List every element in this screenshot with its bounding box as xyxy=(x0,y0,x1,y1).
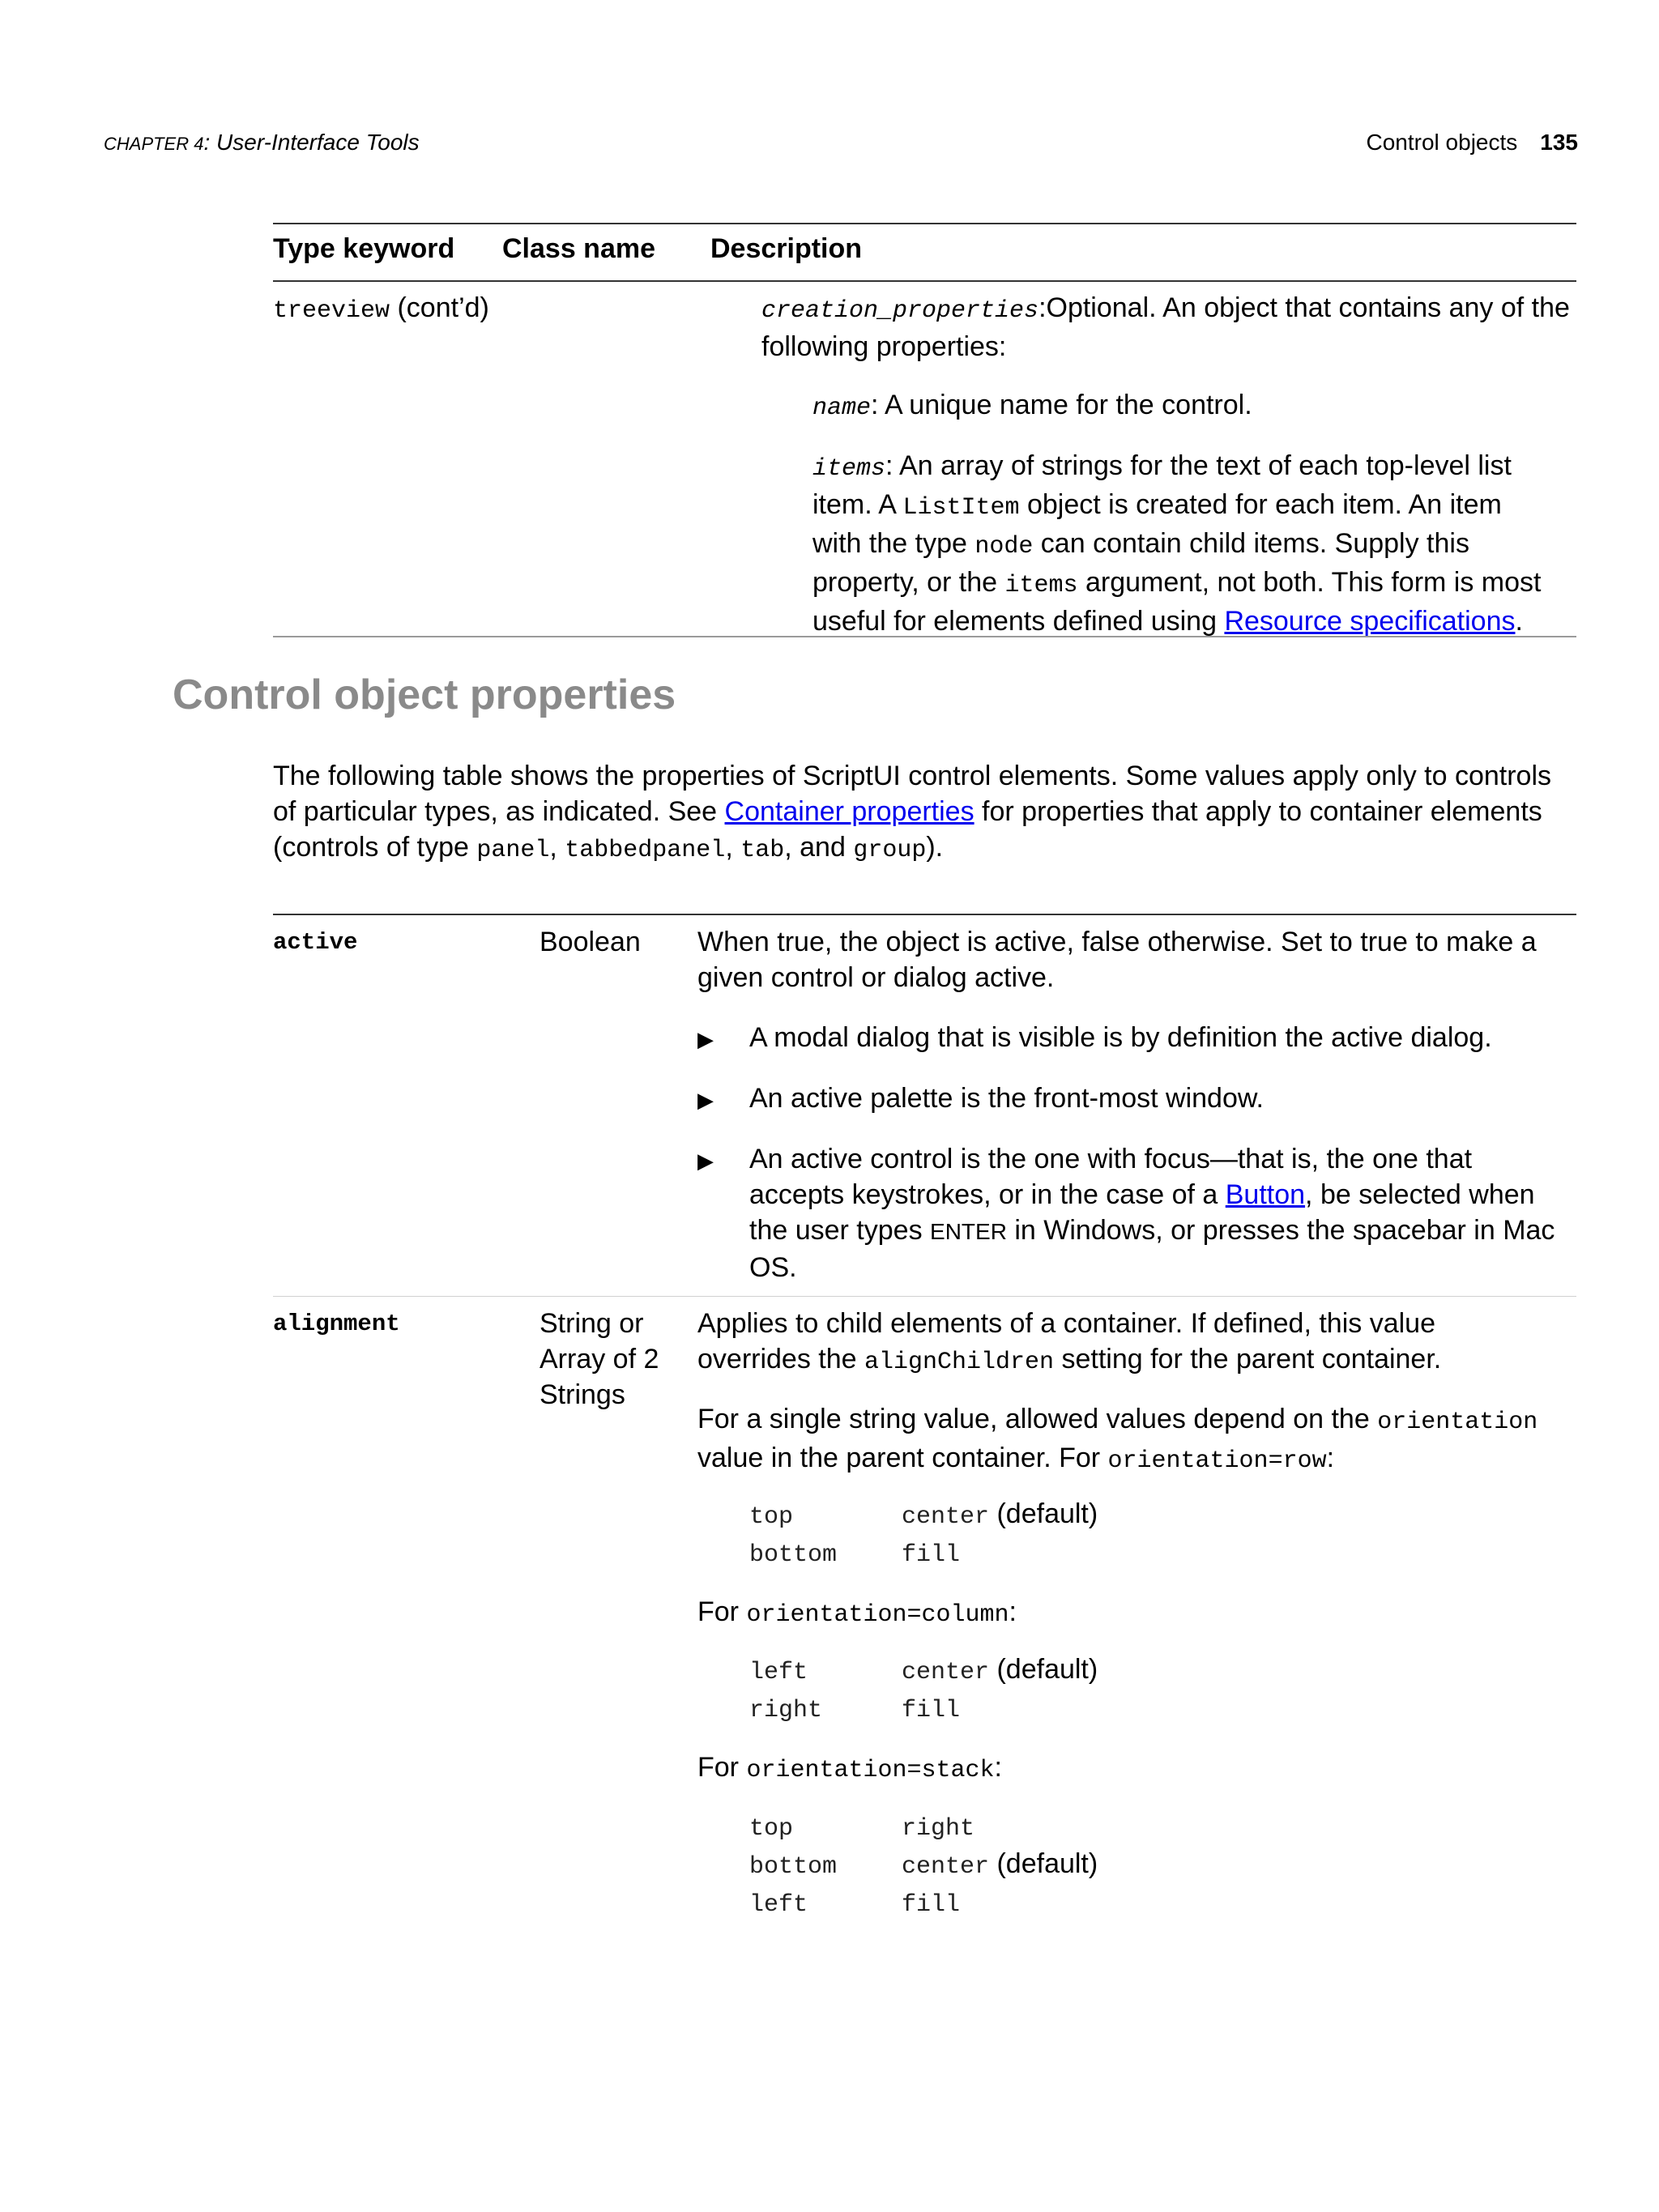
table-row: left fill xyxy=(749,1891,961,1919)
table-row: right fill xyxy=(749,1697,961,1724)
column-label: For orientation=column: xyxy=(697,1596,1017,1629)
col-header-type-keyword: Type keyword xyxy=(273,233,455,264)
prop-name-alignment: alignment xyxy=(273,1311,400,1337)
creation-properties-desc: creation_properties:Optional. An object that contains any of the following properties: xyxy=(761,292,1570,362)
header-bottom-rule xyxy=(273,280,1576,282)
table-row: top center (default) xyxy=(749,1498,1098,1531)
running-header-section xyxy=(1367,128,1578,157)
bullet-arrow-icon: ▶ xyxy=(697,1149,714,1173)
bullet-arrow-icon: ▶ xyxy=(697,1088,714,1112)
table-row: bottom fill xyxy=(749,1541,961,1569)
running-header-chapter: CHAPTER 4: User-Interface Tools xyxy=(104,130,420,155)
active-bullet-2: An active palette is the front-most window. xyxy=(749,1083,1264,1114)
page-number: 135 xyxy=(1540,130,1578,155)
table-row: top right xyxy=(749,1815,975,1843)
table-top-rule xyxy=(273,223,1576,224)
name-property-desc: name: A unique name for the control. xyxy=(812,390,1252,422)
button-link[interactable]: Button xyxy=(1225,1179,1306,1210)
col-header-class-name: Class name xyxy=(502,233,655,264)
prop-type-alignment: String or Array of 2 Strings xyxy=(539,1308,659,1410)
alignment-single-string-desc: For a single string value, allowed values depend on the orientation value in the parent container. For orientation=row: xyxy=(697,1404,1538,1475)
props-table-top-rule xyxy=(273,914,1576,915)
row-divider xyxy=(273,1296,1576,1297)
stack-values-table xyxy=(749,1809,1098,1923)
table-row: left center (default) xyxy=(749,1654,1098,1686)
section-label: Control objects xyxy=(1366,130,1518,155)
type-keyword-cell: treeview (cont’d) xyxy=(273,292,489,325)
items-property-desc: items: An array of strings for the text of each top-level list item. A ListItem object is created for each item. An item with the type node can contain child items. Supply this property, or the items argument, not both. This form is most useful for elements defined using Resource specifications. xyxy=(812,450,1542,637)
table-bottom-rule xyxy=(273,636,1576,637)
prop-name-active: active xyxy=(273,929,358,956)
section-intro: The following table shows the properties of ScriptUI control elements. Some values apply only to controls of particular types, as indicated. See Container properties for properties that apply to container elements (controls of type panel, tabbedpanel, tab, and group). xyxy=(273,761,1552,864)
prop-type-active: Boolean xyxy=(539,927,641,957)
bullet-arrow-icon: ▶ xyxy=(697,1027,714,1051)
col-header-description: Description xyxy=(710,233,863,264)
container-properties-link[interactable]: Container properties xyxy=(724,796,975,827)
row-values-table xyxy=(749,1497,1098,1573)
prop-desc-active: When true, the object is active, false otherwise. Set to true to make a given control or dialog active. xyxy=(697,927,1537,993)
active-bullet-3: An active control is the one with focus—that is, the one that accepts keystrokes, or in the case of a Button, be selected when the user types ENTER in Windows, or presses the spacebar in Mac OS. xyxy=(749,1144,1555,1283)
section-title: Control object properties xyxy=(173,671,676,718)
resource-specifications-link[interactable]: Resource specifications xyxy=(1224,606,1516,637)
column-values-table xyxy=(749,1652,1098,1728)
table-row: bottom center (default) xyxy=(749,1848,1098,1881)
stack-label: For orientation=stack: xyxy=(697,1752,1002,1784)
active-bullet-1: A modal dialog that is visible is by definition the active dialog. xyxy=(749,1022,1492,1053)
prop-desc-alignment: Applies to child elements of a container. If defined, this value overrides the alignChildren setting for the parent container. xyxy=(697,1308,1442,1376)
